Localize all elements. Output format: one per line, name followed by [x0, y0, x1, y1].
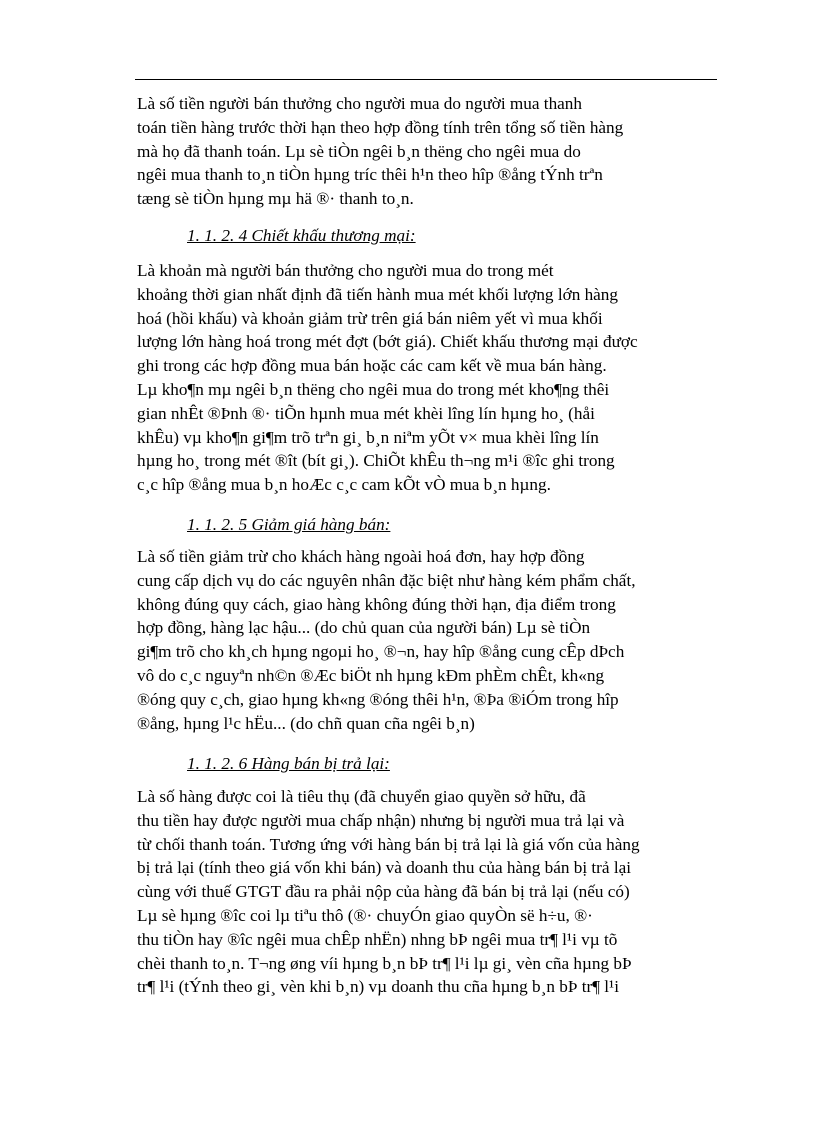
paragraph-trade-discount: [137, 259, 737, 497]
text-line: hµng ho¸ trong mét ®ît (bít gi¸). ChiÕt khÊu th¬ng m¹i ®îc ghi trong: [137, 451, 615, 471]
text-line: ®óng quy c¸ch, giao hµng kh«ng ®óng thêi h¹n, ®Þa ®iÓm trong hîp: [137, 689, 619, 709]
text-line: thu tiÒn hay ®îc ngêi mua chÊp nhËn) nhng bÞ ngêi mua tr¶ l¹i vµ tõ: [137, 929, 618, 949]
paragraph-sales-allowance: [137, 545, 737, 735]
section-heading-trade-discount: 1. 1. 2. 4 Chiết khấu thương mại:: [187, 226, 416, 245]
text-line: gi¶m trõ cho kh¸ch hµng ngoµi ho¸ ®¬n, hay hîp ®ång cung cÊp dÞch: [137, 642, 625, 662]
text-line: hoá (hồi khấu) và khoản giảm trừ trên giá bán niêm yết vì mua khối: [137, 308, 603, 328]
text-line: Là số tiền giảm trừ cho khách hàng ngoài hoá đơn, hay hợp đồng: [137, 547, 585, 566]
paragraph-early-payment-discount: [137, 92, 737, 211]
text-line: mà họ đã thanh toán. Lµ sè tiÒn ngêi b¸n thëng cho ngêi mua do: [137, 141, 581, 161]
text-line: khoảng thời gian nhất định đã tiến hành mua mét khối lượng lớn hàng: [137, 284, 618, 304]
text-line: tr¶ l¹i (tÝnh theo gi¸ vèn khi b¸n) vµ doanh thu cña hµng b¸n bÞ tr¶ l¹i: [137, 977, 619, 997]
text-line: toán tiền hàng trước thời hạn theo hợp đồng tính trên tổng số tiền hàng: [137, 117, 624, 137]
text-line: Là số hàng được coi là tiêu thụ (đã chuyển giao quyền sở hữu, đã: [137, 787, 586, 806]
text-line: khÊu) vµ kho¶n gi¶m trõ trªn gi¸ b¸n niªm yÕt v× mua khèi lîng lín: [137, 427, 599, 447]
text-line: gian nhÊt ®Þnh ®· tiÕn hµnh mua mét khèi lîng lín hµng ho¸ (håi: [137, 403, 595, 423]
text-line: lượng lớn hàng hoá trong mét đợt (bớt giá). Chiết khấu thương mại được: [137, 332, 638, 352]
text-line: cung cấp dịch vụ do các nguyên nhân đặc biệt như hàng kém phẩm chất,: [137, 570, 636, 590]
header-rule: [135, 79, 717, 80]
text-line: từ chối thanh toán. Tương ứng với hàng bán bị trả lại là giá vốn của hàng: [137, 834, 640, 854]
section-heading-sales-allowance: 1. 1. 2. 5 Giảm giá hàng bán:: [187, 515, 391, 534]
text-line: ngêi mua thanh to¸n tiÒn hµng tríc thêi h¹n theo hîp ®ång tÝnh trªn: [137, 165, 603, 185]
text-line: Lµ sè hµng ®îc coi lµ tiªu thô (®· chuyÓn giao quyÒn së h÷u, ®·: [137, 905, 593, 925]
text-line: thu tiền hay được người mua chấp nhận) nhưng bị người mua trả lại và: [137, 810, 625, 830]
section-heading-sales-returns: 1. 1. 2. 6 Hàng bán bị trả lại:: [187, 754, 390, 773]
text-line: ghi trong các hợp đồng mua bán hoặc các cam kết về mua bán hàng.: [137, 356, 607, 376]
text-line: Là số tiền người bán thưởng cho người mua do người mua thanh: [137, 94, 582, 113]
text-line: cùng với thuế GTGT đầu ra phải nộp của hàng đã bán bị trả lại (nếu có): [137, 882, 630, 902]
text-line: bị trả lại (tính theo giá vốn khi bán) và doanh thu của hàng bán bị trả lại: [137, 858, 631, 878]
text-line: tæng sè tiÒn hµng mµ hä ®· thanh to¸n.: [137, 189, 414, 209]
text-line: c¸c hîp ®ång mua b¸n hoÆc c¸c cam kÕt vÒ mua b¸n hµng.: [137, 475, 551, 495]
text-line: không đúng quy cách, giao hàng không đúng thời hạn, địa điểm trong: [137, 594, 616, 614]
paragraph-sales-returns: [137, 785, 737, 999]
text-line: chèi thanh to¸n. T¬ng øng víi hµng b¸n bÞ tr¶ l¹i lµ gi¸ vèn cña hµng bÞ: [137, 953, 632, 973]
text-line: ®ång, hµng l¹c hËu... (do chñ quan cña ngêi b¸n): [137, 713, 475, 733]
text-line: Lµ kho¶n mµ ngêi b¸n thëng cho ngêi mua do trong mét kho¶ng thêi: [137, 379, 610, 399]
text-line: vô do c¸c nguyªn nh©n ®Æc biÖt nh hµng kÐm phÈm chÊt, kh«ng: [137, 665, 605, 685]
text-line: Là khoản mà người bán thưởng cho người mua do trong mét: [137, 261, 554, 280]
text-line: hợp đồng, hàng lạc hậu... (do chủ quan của người bán) Lµ sè tiÒn: [137, 618, 591, 638]
